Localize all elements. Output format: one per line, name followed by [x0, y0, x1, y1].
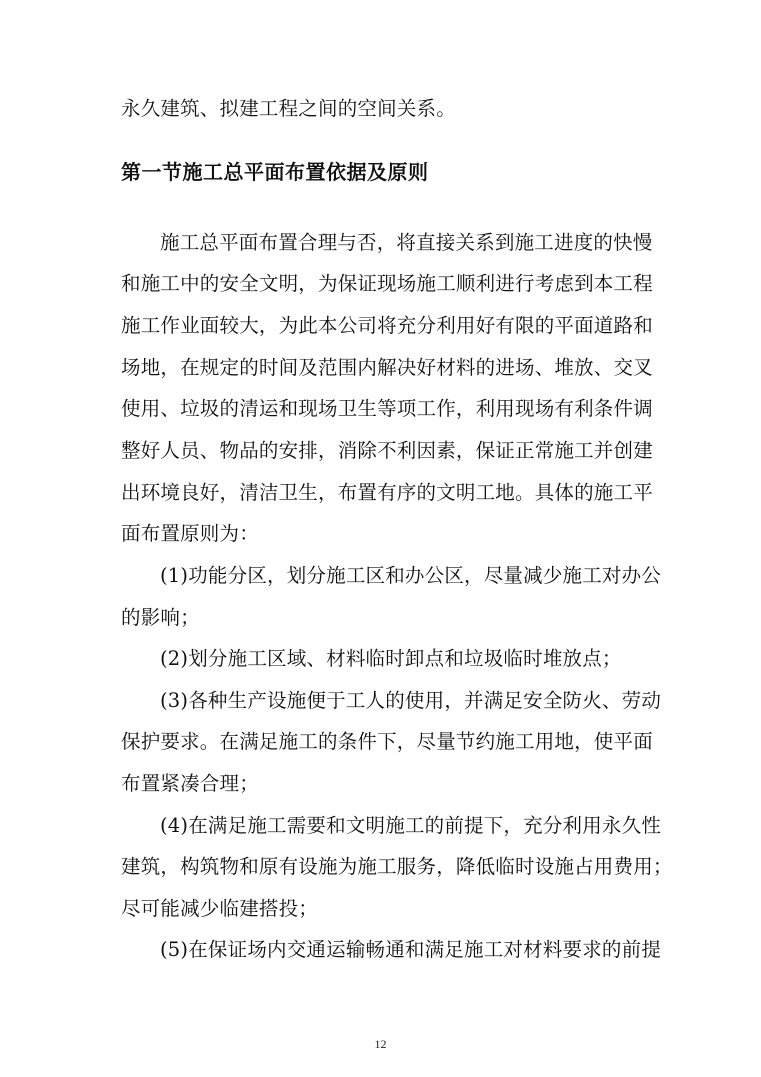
- paragraph-line: 面布置原则为：: [121, 522, 259, 545]
- paragraph-line: 施工作业面较大，为此本公司将充分利用好有限的平面道路和: [121, 314, 653, 337]
- page-number: 12: [374, 1037, 387, 1051]
- section-heading: 第一节施工总平面布置依据及原则: [121, 160, 429, 184]
- paragraph-line: 整好人员、物品的安排，消除不利因素，保证正常施工并创建: [121, 439, 653, 462]
- paragraph-line: 施工总平面布置合理与否，将直接关系到施工进度的快慢: [160, 231, 653, 254]
- paragraph-line: 和施工中的安全文明，为保证现场施工顺利进行考虑到本工程: [121, 272, 653, 295]
- list-item-line: 布置紧凑合理；: [121, 772, 259, 795]
- list-item-line: (1)功能分区，划分施工区和办公区，尽量减少施工对办公: [160, 564, 662, 587]
- text-line: 永久建筑、拟建工程之间的空间关系。: [121, 97, 456, 120]
- list-item-line: 建筑，构筑物和原有设施为施工服务，降低临时设施占用费用；: [121, 855, 673, 878]
- list-item-line: (3)各种生产设施便于工人的使用，并满足安全防火、劳动: [160, 689, 662, 712]
- list-item-line: 的影响；: [121, 606, 200, 629]
- list-item-line: 保护要求。在满足施工的条件下，尽量节约施工用地，使平面: [121, 730, 653, 753]
- list-item-line: (2)划分施工区域、材料临时卸点和垃圾临时堆放点；: [160, 647, 622, 670]
- list-item-line: (4)在满足施工需要和文明施工的前提下，充分利用永久性: [160, 814, 662, 837]
- paragraph-line: 场地，在规定的时间及范围内解决好材料的进场、堆放、交叉: [121, 356, 653, 379]
- list-item-line: (5)在保证场内交通运输畅通和满足施工对材料要求的前提: [160, 938, 662, 961]
- paragraph-line: 使用、垃圾的清运和现场卫生等项工作，利用现场有利条件调: [121, 397, 653, 420]
- list-item-line: 尽可能减少临建搭投；: [121, 897, 319, 920]
- paragraph-line: 出环境良好，清洁卫生，布置有序的文明工地。具体的施工平: [121, 481, 653, 504]
